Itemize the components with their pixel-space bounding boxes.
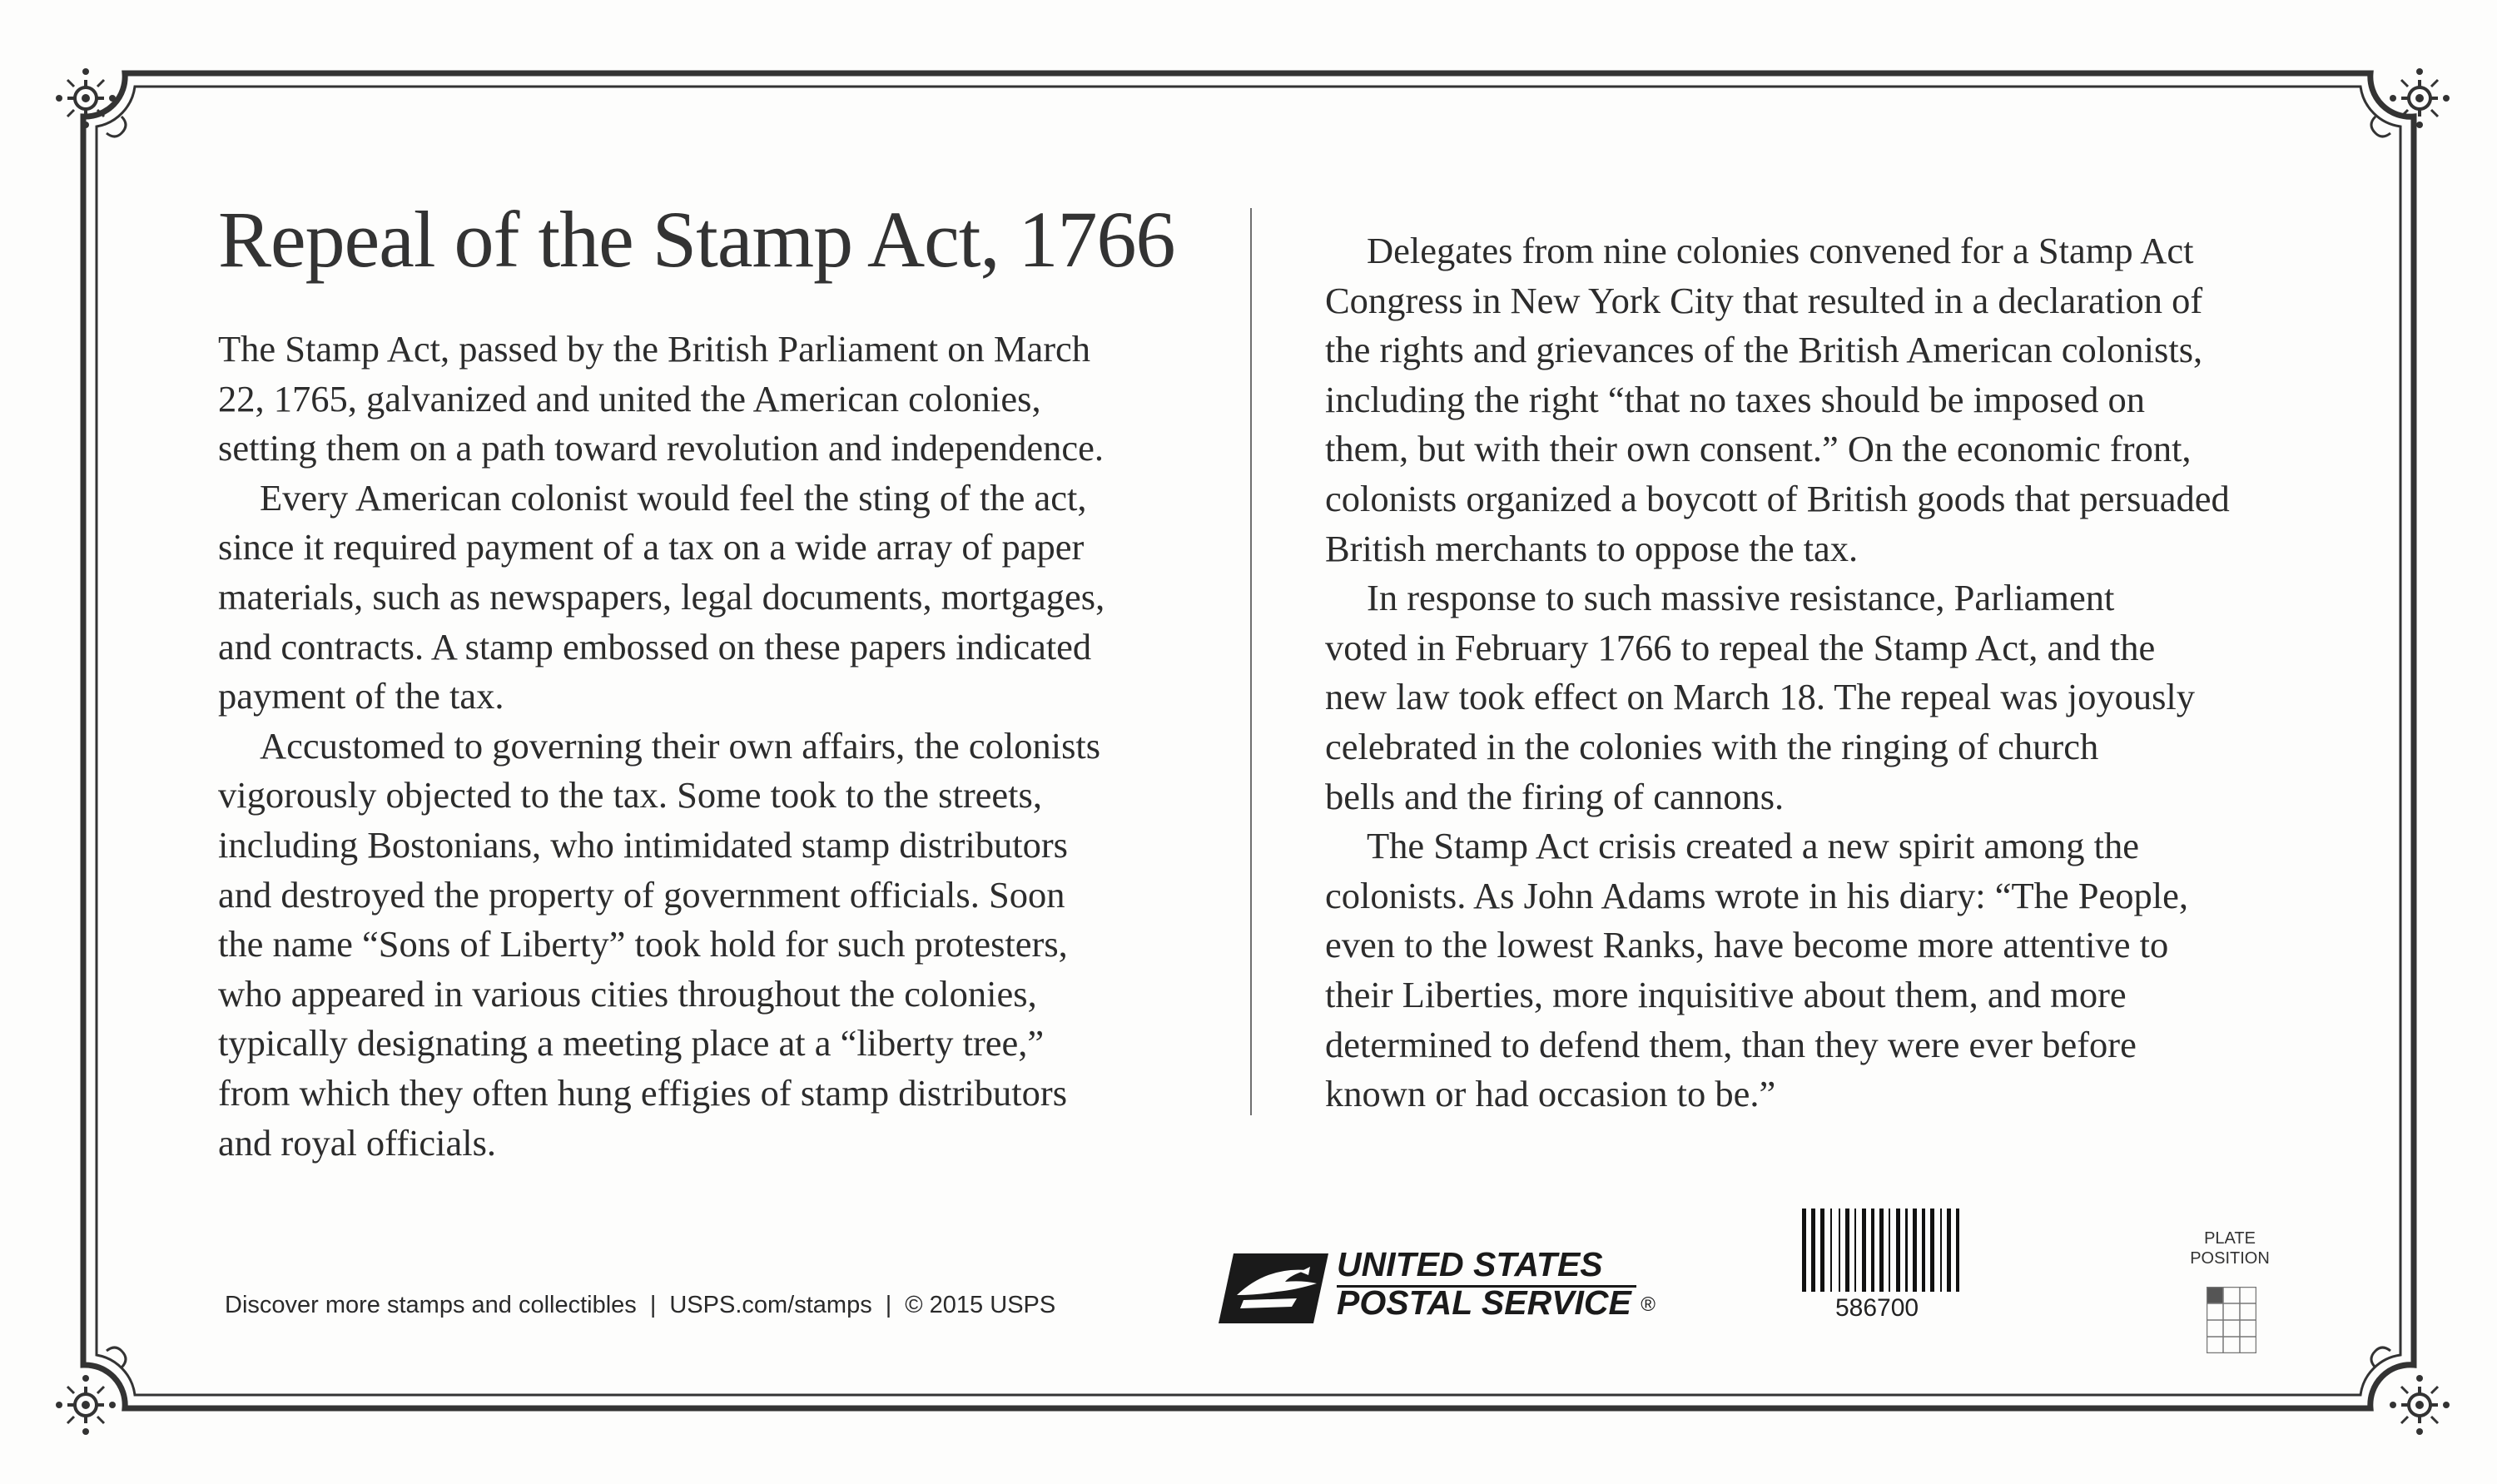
text-line: since it required payment of a tax on a wide array of paper	[218, 526, 1085, 568]
text-line: The Stamp Act crisis created a new spirit among the	[1367, 825, 2140, 867]
barcode-bar	[1940, 1209, 1942, 1292]
plate-label-line-2: POSITION	[2190, 1249, 2270, 1268]
barcode-number: 586700	[1835, 1294, 1919, 1322]
corner-ornament-icon	[2390, 68, 2450, 128]
right-text-column	[1325, 226, 2230, 1119]
text-line: voted in February 1766 to repeal the Stamp Act, and the	[1325, 626, 2156, 668]
barcode-bar	[1913, 1209, 1917, 1292]
text-line: their Liberties, more inquisitive about them, and more	[1325, 973, 2127, 1015]
text-line: setting them on a path toward revolution and independence.	[218, 427, 1104, 469]
text-line: including Bostonians, who intimidated stamp distributors	[218, 823, 1068, 866]
barcode-bar	[1811, 1209, 1815, 1292]
barcode-bar	[1896, 1209, 1900, 1292]
text-line: bells and the firing of cannons.	[1325, 775, 1785, 817]
footer-separator: |	[649, 1292, 657, 1318]
text-line: celebrated in the colonies with the ringing of church	[1325, 725, 2099, 767]
text-line: who appeared in various cities throughout the colonies,	[218, 972, 1037, 1015]
plate-label-line-1: PLATE	[2204, 1229, 2256, 1248]
corner-ornament-icon	[2390, 1375, 2450, 1435]
text-line: colonists organized a boycott of British goods that persuaded	[1325, 477, 2230, 519]
plate-position-label	[2176, 1228, 2284, 1268]
text-line: and contracts. A stamp embossed on these papers indicated	[218, 625, 1092, 668]
text-line: even to the lowest Ranks, have become more attentive to	[1325, 924, 2169, 966]
usps-line-2	[1337, 1283, 1656, 1323]
barcode-bar	[1854, 1209, 1856, 1292]
footer-separator: |	[885, 1292, 892, 1318]
page-title: Repeal of the Stamp Act, 1766	[218, 195, 1175, 284]
text-line: materials, such as newspapers, legal documents, mortgages,	[218, 575, 1105, 618]
barcode-bar	[1830, 1209, 1832, 1292]
footer-text	[225, 1292, 1055, 1319]
text-line: and royal officials.	[218, 1121, 497, 1164]
barcode-bar	[1930, 1209, 1934, 1292]
text-line: In response to such massive resistance, Parliament	[1367, 577, 2115, 619]
barcode-bar	[1879, 1209, 1884, 1292]
footer-link[interactable]: USPS.com/stamps	[669, 1292, 872, 1318]
text-line: typically designating a meeting place at a “liberty tree,”	[218, 1022, 1045, 1065]
left-text-column	[218, 325, 1105, 1168]
barcode-bar	[1922, 1209, 1925, 1292]
text-line: the name “Sons of Liberty” took hold for such protesters,	[218, 923, 1068, 965]
text-line: determined to defend them, than they were ever before	[1325, 1023, 2137, 1065]
text-line: Every American colonist would feel the sting of the act,	[260, 476, 1087, 519]
barcode-bar	[1802, 1209, 1806, 1292]
barcode	[1802, 1209, 2032, 1292]
barcode-bar	[1820, 1209, 1824, 1292]
text-line: known or had occasion to be.”	[1325, 1073, 1776, 1115]
text-line: and destroyed the property of government officials. Soon	[218, 873, 1065, 916]
barcode-bar	[1839, 1209, 1840, 1292]
text-line: 22, 1765, galvanized and united the American colonies,	[218, 377, 1041, 419]
barcode-bar	[1845, 1209, 1849, 1292]
column-divider	[1250, 208, 1252, 1115]
plate-position-marker	[2207, 1287, 2223, 1303]
text-line: vigorously objected to the tax. Some took to the streets,	[218, 774, 1042, 816]
text-line: Accustomed to governing their own affairs, the colonists	[260, 724, 1101, 767]
barcode-bar	[1862, 1209, 1866, 1292]
text-line: from which they often hung effigies of stamp distributors	[218, 1071, 1068, 1114]
barcode-bar	[1956, 1209, 1959, 1292]
text-line: payment of the tax.	[218, 675, 504, 717]
text-line: Delegates from nine colonies convened for a Stamp Act	[1367, 230, 2194, 271]
footer-discover: Discover more stamps and collectibles	[225, 1292, 637, 1318]
text-line: the rights and grievances of the British American colonists,	[1325, 329, 2203, 371]
footer-copyright: © 2015 USPS	[905, 1292, 1056, 1318]
corner-ornament-icon	[56, 1375, 116, 1435]
barcode-bar	[1871, 1209, 1874, 1292]
registered-mark: ®	[1641, 1293, 1656, 1317]
plate-position-grid	[2207, 1287, 2256, 1353]
text-line: including the right “that no taxes should be imposed on	[1325, 378, 2146, 420]
barcode-bar	[1889, 1209, 1890, 1292]
usps-line-1: UNITED STATES	[1337, 1245, 1603, 1283]
text-line: The Stamp Act, passed by the British Parliament on March	[218, 328, 1091, 370]
text-line: new law took effect on March 18. The repeal was joyously	[1325, 676, 2196, 718]
usps-logo	[1219, 1245, 1715, 1335]
text-line: British merchants to oppose the tax.	[1325, 527, 1859, 569]
usps-line-2-text: POSTAL SERVICE	[1337, 1283, 1631, 1322]
barcode-bar	[1905, 1209, 1908, 1292]
usps-eagle-icon	[1219, 1247, 1335, 1330]
barcode-bar	[1947, 1209, 1951, 1292]
text-line: them, but with their own consent.” On the economic front,	[1325, 428, 2192, 470]
text-line: colonists. As John Adams wrote in his diary: “The People,	[1325, 874, 2188, 916]
text-line: Congress in New York City that resulted in a declaration of	[1325, 279, 2203, 321]
